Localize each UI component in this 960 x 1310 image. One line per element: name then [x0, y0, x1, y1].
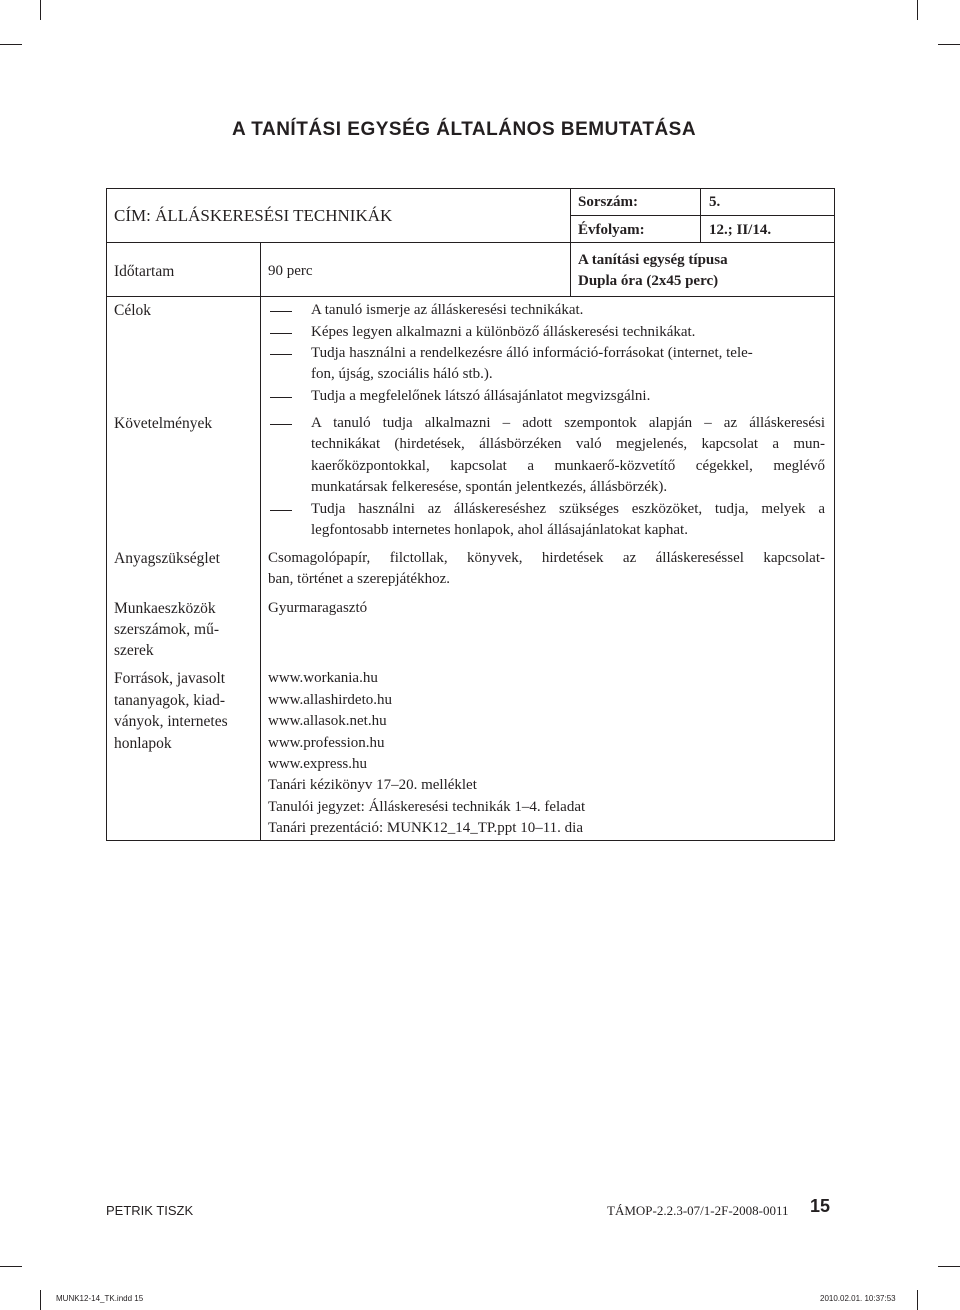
kovetelmeny-line: munkatársak felkeresése, spontán jelentkezés, állásbörzék). — [311, 479, 668, 495]
anyag-label: Anyagszükséglet — [114, 550, 220, 567]
munkaeszkozok-label: szerszámok, mű- — [114, 621, 220, 638]
table-divider — [106, 242, 835, 243]
table-divider — [106, 296, 835, 297]
munkaeszkozok-value: Gyurmaragasztó — [268, 600, 368, 616]
forras-link[interactable]: www.allashirdeto.hu — [268, 692, 392, 708]
crop-mark — [917, 0, 918, 20]
forras-item: Tanulói jegyzet: Álláskeresési technikák 1–4. feladat — [268, 799, 586, 815]
crop-mark — [917, 1290, 918, 1310]
kovetelmeny-line: kaerőközpontokkal, kapcsolat a munkaerő-közvetítő cégekkel, meglévő — [311, 458, 825, 474]
munkaeszkozok-label: Munkaeszközök — [114, 600, 216, 617]
table-divider — [260, 242, 261, 841]
table-border — [106, 840, 835, 841]
munkaeszkozok-label: szerek — [114, 642, 154, 659]
list-dash — [270, 311, 292, 312]
crop-mark — [0, 44, 22, 45]
sorszam-label: Sorszám: — [578, 194, 638, 210]
table-divider — [571, 215, 835, 216]
evfolyam-value: 12.; II/14. — [709, 222, 772, 238]
forras-link[interactable]: www.express.hu — [268, 756, 368, 772]
page-heading: A TANÍTÁSI EGYSÉG ÁLTALÁNOS BEMUTATÁSA — [232, 119, 697, 140]
forrasok-label: honlapok — [114, 735, 172, 752]
table-border — [106, 188, 107, 841]
list-dash — [270, 510, 292, 511]
footer-left: PETRIK TISZK — [106, 1203, 194, 1218]
slug-file: MUNK12-14_TK.indd 15 — [56, 1294, 144, 1303]
anyag-line: Csomagolópapír, filctollak, könyvek, hirdetések az álláskereséssel kapcsolat- — [268, 550, 825, 566]
list-dash — [270, 424, 292, 425]
cim-title: CÍM: ÁLLÁSKERESÉSI TECHNIKÁK — [114, 206, 393, 225]
crop-mark — [40, 1290, 41, 1310]
anyag-line: ban, történet a szerepjátékhoz. — [268, 571, 450, 587]
celok-item: Tudja használni a rendelkezésre álló információ-forrásokat (internet, tele- — [311, 345, 753, 361]
footer-project: TÁMOP-2.2.3-07/1-2F-2008-0011 — [607, 1203, 789, 1218]
slug-date: 2010.02.01. 10:37:53 — [820, 1294, 896, 1303]
kovetelmeny-line: A tanuló tudja alkalmazni – adott szempontok alapján – az álláskeresési — [311, 415, 825, 431]
celok-item: Képes legyen alkalmazni a különböző álláskeresési technikákat. — [311, 324, 696, 340]
forras-link[interactable]: www.allasok.net.hu — [268, 713, 387, 729]
forrasok-label: Források, javasolt — [114, 670, 226, 687]
celok-label: Célok — [114, 302, 152, 319]
forras-item: Tanári kézikönyv 17–20. melléklet — [268, 777, 477, 793]
forras-item: Tanári prezentáció: MUNK12_14_TP.ppt 10–11. dia — [268, 820, 583, 836]
kovetelmeny-line: Tudja használni az álláskereséshez szükséges eszközöket, tudja, melyek a — [311, 501, 825, 517]
crop-mark — [40, 0, 41, 20]
crop-mark — [938, 1266, 960, 1267]
table-border — [106, 188, 835, 189]
celok-item: A tanuló ismerje az álláskeresési technikákat. — [311, 302, 584, 318]
tipus-value: Dupla óra (2x45 perc) — [578, 273, 719, 289]
list-dash — [270, 354, 292, 355]
forrasok-label: tananyagok, kiad- — [114, 692, 226, 709]
list-dash — [270, 397, 292, 398]
crop-mark — [938, 44, 960, 45]
kovetelmeny-line: technikákat (hirdetések, állásbörzéken való megjelenés, kapcsolat a mun- — [311, 436, 825, 452]
idotartam-value: 90 perc — [268, 263, 313, 279]
list-dash — [270, 333, 292, 334]
crop-mark — [0, 1266, 22, 1267]
sorszam-value: 5. — [709, 194, 721, 210]
kovetelmenyek-label: Követelmények — [114, 415, 213, 432]
forras-link[interactable]: www.profession.hu — [268, 735, 385, 751]
tipus-label: A tanítási egység típusa — [578, 252, 728, 268]
forrasok-label: ványok, internetes — [114, 713, 228, 730]
page-number: 15 — [810, 1196, 831, 1216]
forras-link[interactable]: www.workania.hu — [268, 670, 378, 686]
celok-item: fon, újság, szociális háló stb.). — [311, 366, 493, 382]
evfolyam-label: Évfolyam: — [578, 222, 645, 238]
table-border — [834, 188, 835, 841]
kovetelmeny-line: legfontosabb internetes honlapok, ahol állásajánlatokat kaphat. — [311, 522, 688, 538]
celok-item: Tudja a megfelelőnek látszó állásajánlatot megvizsgálni. — [311, 388, 651, 404]
idotartam-label: Időtartam — [114, 263, 175, 280]
